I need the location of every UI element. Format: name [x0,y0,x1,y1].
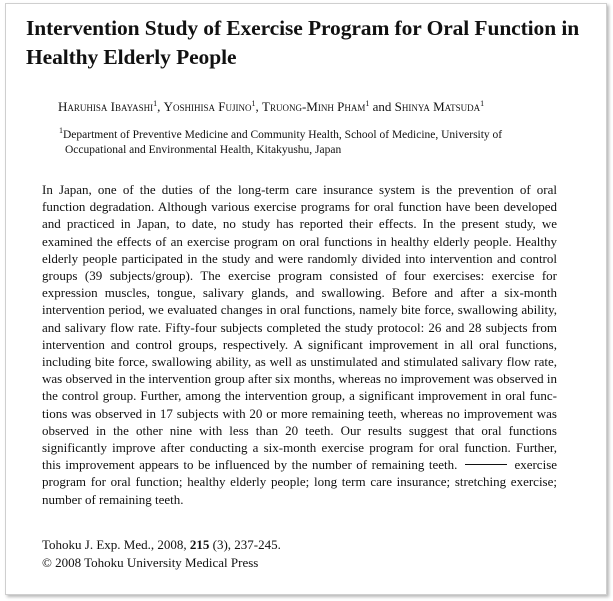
author-affiliation-mark: 1 [153,99,158,108]
author [164,99,262,114]
affiliation [59,123,579,158]
copyright: © 2008 Tohoku University Medical Press [42,555,259,570]
citation-volume: 215 [189,537,210,552]
affiliation-line-2: Occupational and Environmental Health, Kitakyushu, Japan [65,144,342,156]
keywords: exercise program for oral function; healthy elderly people; long term care insurance; stretching exercise; number of remaining teeth. [42,457,558,507]
author-separator: , [157,99,164,114]
author-separator: and [369,99,395,114]
page-frame [5,3,607,595]
author [262,99,395,114]
author-name: Shinya Matsuda [394,99,481,114]
abstract [42,181,557,508]
author-name: Truong-Minh Pham [262,99,366,114]
author [395,99,485,114]
author-affiliation-mark: 1 [365,99,370,108]
author-separator: , [255,99,263,114]
author-list [58,96,598,115]
abstract-text: In Japan, one of the duties of the long-term care insurance system is the prevention of oral function degradation. Although various exercise programs for oral function have been developed and practiced in Japan, to date, no study has reported their effects. In the present study, we examined the effects of an exercise program on oral functions in healthy elderly people. Healthy elderly people participated in the study and were randomly divided into intervention and control groups (39 subjects/group). The exercise program consisted of four exercises: exercise for expression muscles, tongue, salivary glands, and swallowing. Before and after a six-month intervention period, we evaluated changes in oral functions, namely bite force, swallowing ability, and salivary flow rate. Fifty-four subjects completed the study protocol: 26 and 28 subjects from intervention and control groups, respectively. A significant improvement in all oral functions, including bite force, swallowing ability, as well as unstimulated and stimulated salivary flow rate, was observed in the intervention group after six months, whereas no improvement was observed in the control group. Further, among the intervention group, a significant improvement in oral functions was observed in 17 subjects with 20 or more remaining teeth, whereas no improvement was observed in the other nine with less than 20 teeth. Our results suggest that oral functions significantly improve after conducting a six-month exercise program for oral function. Further, this improvement appears to be influenced by the number of remaining teeth. [42,182,557,473]
article-title: Intervention Study of Exercise Program for Oral Function in Healthy Elderly People [26,16,580,69]
citation-issue-pages: (3), 237-245. [212,537,281,552]
author-affiliation-mark: 1 [251,99,256,108]
citation [42,536,557,553]
author-affiliation-mark: 1 [480,99,485,108]
affiliation-mark: 1 [59,126,63,135]
citation-journal: Tohoku J. Exp. Med., 2008, [42,537,187,552]
affiliation-line-1: Department of Preventive Medicine and Community Health, School of Medicine, University of [63,129,503,141]
author-name: Yoshihisa Fujino [163,99,252,114]
author [58,99,164,114]
author-name: Haruhisa Ibayashi [58,99,154,114]
keyword-dash [465,464,507,465]
